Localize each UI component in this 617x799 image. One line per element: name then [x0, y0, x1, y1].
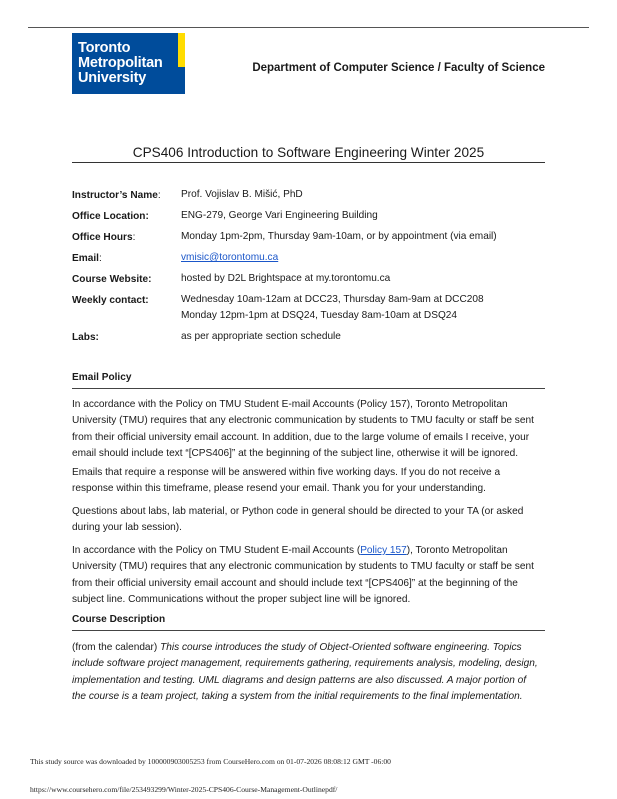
text-line: Questions about labs, lab material, or Python code in general should be directed to your TA (or asked	[72, 506, 524, 517]
logo-line-1: Toronto	[78, 40, 131, 56]
university-logo	[72, 33, 185, 94]
instructor-value: Prof. Vojislav B. Mišić, PhD	[181, 189, 303, 200]
email-link[interactable]: vmisic@torontomu.ca	[181, 252, 279, 263]
title-rule	[72, 162, 545, 163]
weekly-contact-line-1: Wednesday 10am-12am at DCC23, Thursday 8am-9am at DCC208	[181, 294, 484, 305]
instructor-label: Instructor’s Name:	[72, 190, 161, 201]
download-notice: This study source was downloaded by 100000903005253 from CourseHero.com on 01-07-2026 08:08:12 GMT -06:00	[30, 757, 391, 766]
text-line: (from the calendar) This course introduces the study of Object-Oriented software engineering. Topics	[72, 642, 522, 653]
policy-157-link[interactable]: Policy 157	[360, 545, 407, 556]
weekly-contact-line-2: Monday 12pm-1pm at DSQ24, Tuesday 8am-10am at DSQ24	[181, 310, 458, 321]
email-policy-paragraph-2	[72, 465, 550, 498]
logo-text	[78, 41, 163, 86]
text-line: the course is a team project, taking a system from the initial requirements to the final implementation.	[72, 690, 523, 702]
email-policy-rule	[72, 388, 545, 389]
text-line: include software project management, requirements gathering, requirements analysis, modeling, design,	[72, 658, 538, 670]
email-policy-paragraph-1	[72, 397, 550, 462]
text-line: response within this timeframe, please resend your email. Thank you for your understanding.	[72, 483, 486, 495]
email-policy-paragraph-3	[72, 504, 550, 537]
text-line: from their official university email account and should include text “[CPS406]” at the beginning of the	[72, 577, 518, 589]
department-heading: Department of Computer Science / Faculty of Science	[252, 62, 545, 74]
course-description-paragraph	[72, 640, 550, 705]
office-hours-value: Monday 1pm-2pm, Thursday 9am-10am, or by appointment (via email)	[181, 231, 497, 242]
text-line: implementation and testing. UML diagrams and design patterns are also discussed. A major portion of	[72, 674, 527, 686]
labs-label: Labs:	[72, 332, 99, 343]
email-policy-paragraph-4	[72, 543, 550, 608]
text-line: Emails that require a response will be answered within five working days. If you do not receive a	[72, 467, 501, 478]
text-line: University (TMU) requires that any electronic communication by students to TMU faculty or staff be sent	[72, 415, 534, 427]
text-line: subject line. Communications without the proper subject line will be ignored.	[72, 593, 411, 605]
logo-line-3: University	[78, 70, 147, 86]
text-line: In accordance with the Policy on TMU Student E-mail Accounts (Policy 157), Toronto Metropolitan	[72, 399, 508, 410]
email-label: Email:	[72, 253, 102, 264]
logo-accent	[178, 33, 185, 67]
text-line: from their official university email account. In addition, due to the large volume of emails I receive, your	[72, 431, 530, 443]
text-line: email should include text “[CPS406]” at the beginning of the subject line, otherwise it will be ignored.	[72, 447, 519, 459]
text-line: University (TMU) requires that any electronic communication by students to TMU faculty or staff be sent	[72, 561, 534, 573]
office-location-label: Office Location:	[72, 211, 149, 222]
office-hours-label: Office Hours:	[72, 232, 136, 243]
email-policy-heading: Email Policy	[72, 372, 132, 383]
top-rule	[28, 27, 589, 28]
course-title: CPS406 Introduction to Software Engineering Winter 2025	[132, 145, 485, 160]
weekly-contact-label: Weekly contact:	[72, 295, 149, 306]
labs-value: as per appropriate section schedule	[181, 331, 341, 342]
office-location-value: ENG-279, George Vari Engineering Building	[181, 210, 378, 221]
course-description-heading: Course Description	[72, 614, 166, 625]
source-url: https://www.coursehero.com/file/253493299/Winter-2025-CPS406-Course-Management-Outlinepdf/	[30, 785, 338, 794]
text-line: during your lab session).	[72, 522, 182, 534]
website-label: Course Website:	[72, 274, 152, 285]
website-value: hosted by D2L Brightspace at my.torontomu.ca	[181, 273, 391, 284]
course-description-rule	[72, 630, 545, 631]
logo-line-2: Metropolitan	[78, 55, 163, 71]
text-line: In accordance with the Policy on TMU Student E-mail Accounts (Policy 157), Toronto Metropolitan	[72, 545, 508, 556]
